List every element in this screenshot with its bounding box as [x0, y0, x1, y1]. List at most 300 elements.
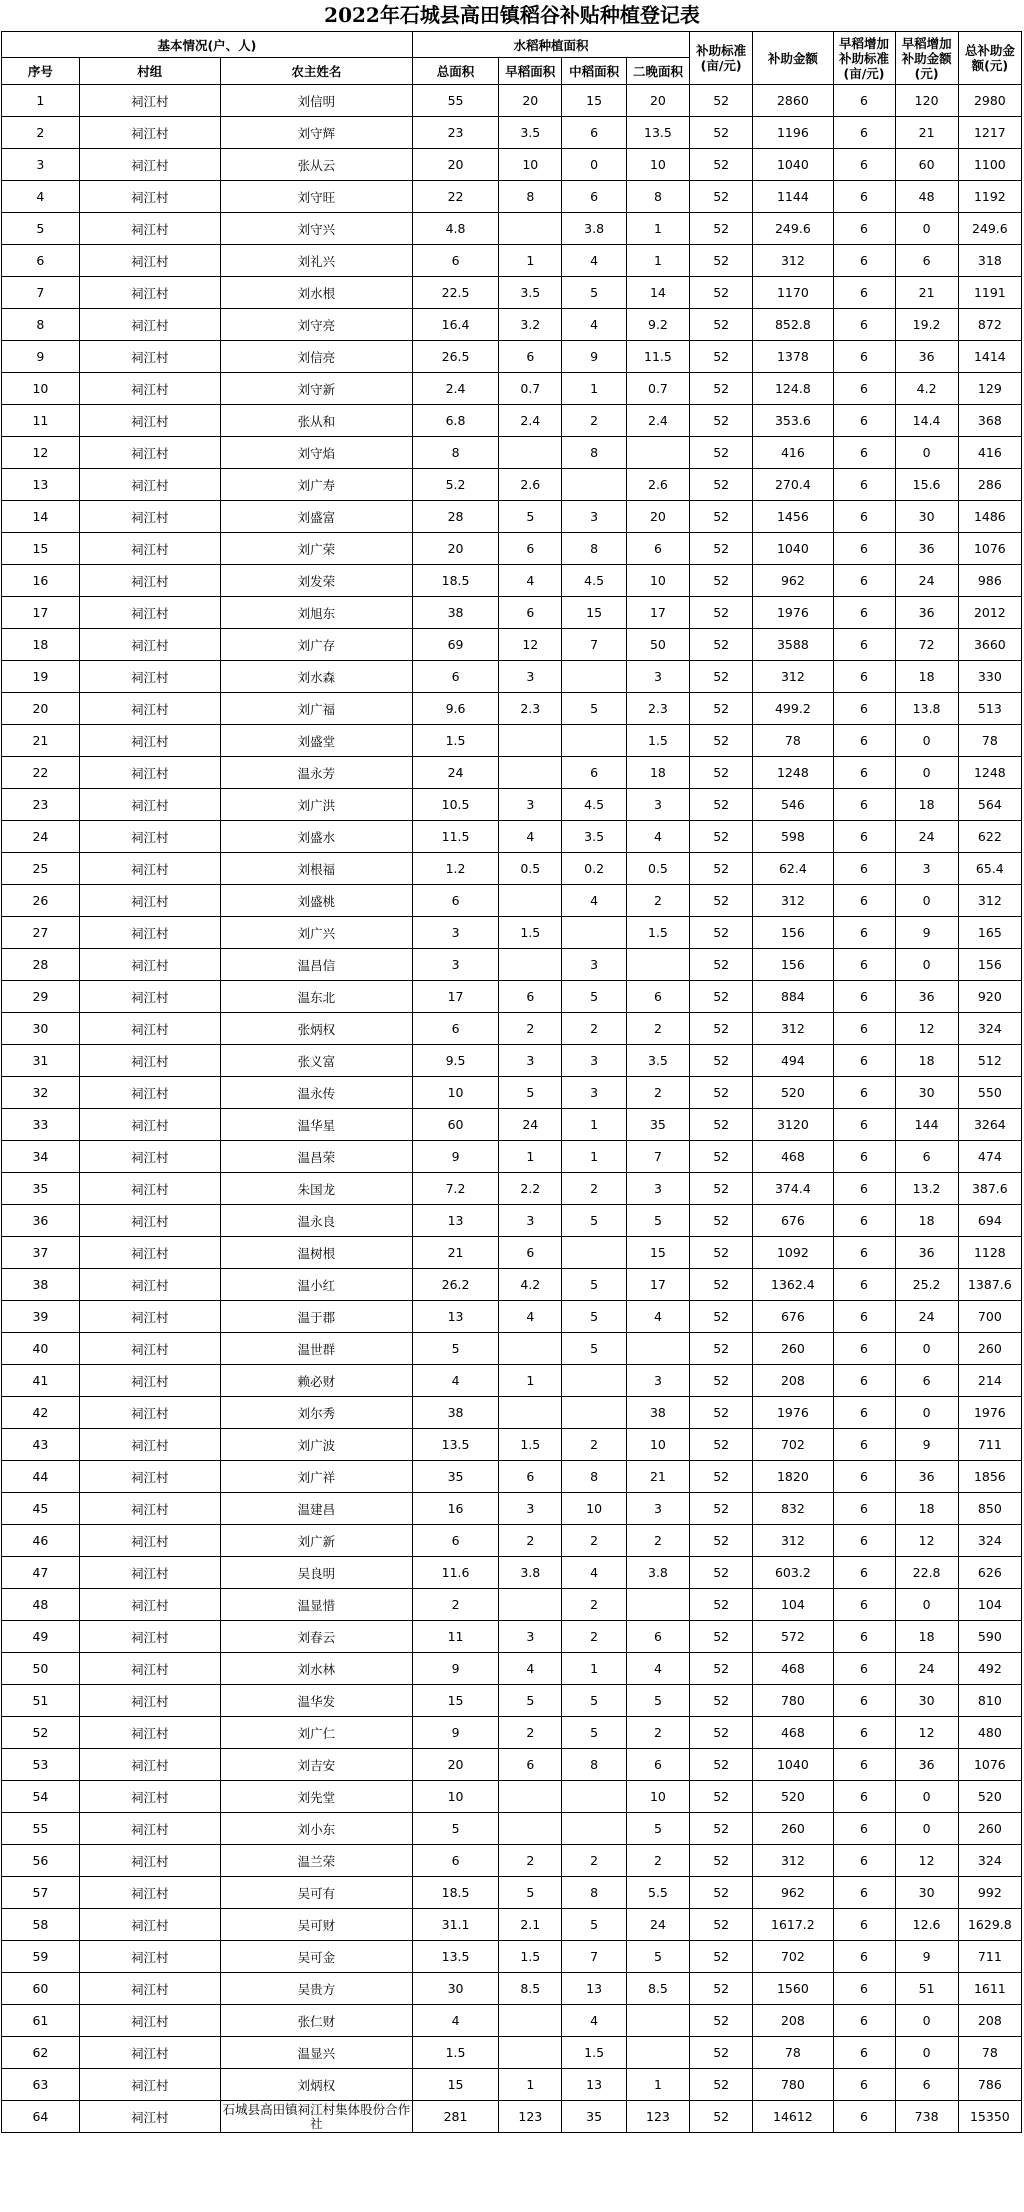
cell-early-area: 3	[499, 1205, 562, 1237]
cell-early-area	[499, 1589, 562, 1621]
cell-subsidy-standard: 52	[690, 917, 753, 949]
cell-early-extra-amount: 24	[895, 821, 958, 853]
cell-farmer: 刘发荣	[220, 565, 412, 597]
cell-subsidy-standard: 52	[690, 1685, 753, 1717]
cell-early-extra-standard: 6	[833, 1557, 895, 1589]
cell-seq: 12	[2, 437, 80, 469]
cell-total-amount: 1076	[958, 533, 1021, 565]
cell-total-area: 9.5	[412, 1045, 498, 1077]
cell-total-amount: 480	[958, 1717, 1021, 1749]
cell-farmer: 刘守旺	[220, 181, 412, 213]
cell-early-extra-amount: 60	[895, 149, 958, 181]
cell-seq: 36	[2, 1205, 80, 1237]
cell-farmer: 刘尔秀	[220, 1397, 412, 1429]
table-row	[2, 1461, 1022, 1493]
cell-early-area	[499, 725, 562, 757]
cell-seq: 5	[2, 213, 80, 245]
cell-subsidy-amount: 312	[753, 1845, 833, 1877]
cell-early-area	[499, 949, 562, 981]
cell-seq: 22	[2, 757, 80, 789]
cell-subsidy-standard: 52	[690, 1013, 753, 1045]
cell-mid-area	[562, 469, 626, 501]
cell-seq: 17	[2, 597, 80, 629]
cell-early-extra-amount: 0	[895, 1397, 958, 1429]
cell-early-extra-amount: 0	[895, 1589, 958, 1621]
cell-seq: 61	[2, 2005, 80, 2037]
cell-subsidy-standard: 52	[690, 661, 753, 693]
cell-late-area: 1	[626, 2069, 689, 2101]
cell-total-area: 28	[412, 501, 498, 533]
cell-early-extra-amount: 36	[895, 597, 958, 629]
cell-late-area: 4	[626, 1301, 689, 1333]
cell-subsidy-standard: 52	[690, 501, 753, 533]
cell-village: 祠江村	[79, 1365, 220, 1397]
cell-subsidy-amount: 780	[753, 2069, 833, 2101]
cell-late-area: 14	[626, 277, 689, 309]
table-row	[2, 821, 1022, 853]
table-row	[2, 629, 1022, 661]
cell-total-amount: 474	[958, 1141, 1021, 1173]
cell-early-extra-amount: 0	[895, 885, 958, 917]
cell-subsidy-amount: 603.2	[753, 1557, 833, 1589]
cell-subsidy-standard: 52	[690, 1621, 753, 1653]
cell-farmer: 刘广洪	[220, 789, 412, 821]
cell-early-extra-standard: 6	[833, 693, 895, 725]
cell-total-amount: 1191	[958, 277, 1021, 309]
cell-early-extra-standard: 6	[833, 2101, 895, 2133]
cell-mid-area: 6	[562, 181, 626, 213]
cell-subsidy-amount: 312	[753, 1013, 833, 1045]
cell-farmer: 吴可有	[220, 1877, 412, 1909]
cell-village: 祠江村	[79, 1685, 220, 1717]
cell-mid-area	[562, 1813, 626, 1845]
cell-total-amount: 1629.8	[958, 1909, 1021, 1941]
cell-total-area: 5	[412, 1813, 498, 1845]
cell-farmer: 赖必财	[220, 1365, 412, 1397]
cell-subsidy-amount: 884	[753, 981, 833, 1013]
cell-farmer: 温于郡	[220, 1301, 412, 1333]
cell-early-area: 6	[499, 1237, 562, 1269]
cell-early-area: 10	[499, 149, 562, 181]
cell-early-area: 1.5	[499, 917, 562, 949]
cell-total-area: 31.1	[412, 1909, 498, 1941]
cell-village: 祠江村	[79, 469, 220, 501]
cell-farmer: 石城县高田镇祠江村集体股份合作社	[220, 2101, 412, 2133]
cell-subsidy-standard: 52	[690, 1109, 753, 1141]
table-row	[2, 373, 1022, 405]
cell-mid-area: 5	[562, 1205, 626, 1237]
table-row	[2, 1653, 1022, 1685]
cell-subsidy-standard: 52	[690, 757, 753, 789]
cell-subsidy-standard: 52	[690, 2101, 753, 2133]
cell-early-extra-standard: 6	[833, 149, 895, 181]
cell-early-area: 2	[499, 1525, 562, 1557]
cell-seq: 24	[2, 821, 80, 853]
cell-subsidy-standard: 52	[690, 85, 753, 117]
cell-total-amount: 1414	[958, 341, 1021, 373]
cell-subsidy-amount: 78	[753, 2037, 833, 2069]
cell-early-area: 3	[499, 789, 562, 821]
cell-total-amount: 324	[958, 1013, 1021, 1045]
cell-early-extra-standard: 6	[833, 1813, 895, 1845]
cell-early-extra-standard: 6	[833, 2069, 895, 2101]
cell-total-area: 3	[412, 917, 498, 949]
cell-total-amount: 1100	[958, 149, 1021, 181]
cell-early-extra-standard: 6	[833, 1173, 895, 1205]
cell-subsidy-amount: 260	[753, 1813, 833, 1845]
cell-total-area: 21	[412, 1237, 498, 1269]
cell-late-area: 4	[626, 821, 689, 853]
cell-late-area: 17	[626, 597, 689, 629]
cell-early-area: 3	[499, 1621, 562, 1653]
cell-farmer: 吴可财	[220, 1909, 412, 1941]
cell-early-extra-standard: 6	[833, 661, 895, 693]
table-row	[2, 245, 1022, 277]
cell-early-extra-amount: 36	[895, 1461, 958, 1493]
cell-early-extra-amount: 120	[895, 85, 958, 117]
cell-subsidy-amount: 1248	[753, 757, 833, 789]
cell-early-extra-amount: 22.8	[895, 1557, 958, 1589]
cell-total-amount: 872	[958, 309, 1021, 341]
cell-early-extra-standard: 6	[833, 245, 895, 277]
cell-early-extra-standard: 6	[833, 501, 895, 533]
cell-village: 祠江村	[79, 117, 220, 149]
cell-subsidy-standard: 52	[690, 469, 753, 501]
cell-early-extra-amount: 24	[895, 1301, 958, 1333]
cell-early-extra-standard: 6	[833, 1653, 895, 1685]
cell-farmer: 刘守辉	[220, 117, 412, 149]
header-total-area: 总面积	[412, 58, 498, 85]
cell-early-area: 2.3	[499, 693, 562, 725]
cell-mid-area: 3	[562, 1045, 626, 1077]
cell-early-area: 1.5	[499, 1429, 562, 1461]
cell-seq: 45	[2, 1493, 80, 1525]
cell-subsidy-amount: 499.2	[753, 693, 833, 725]
cell-subsidy-amount: 312	[753, 661, 833, 693]
cell-early-extra-amount: 18	[895, 661, 958, 693]
table-row	[2, 1045, 1022, 1077]
cell-early-area: 1	[499, 1141, 562, 1173]
table-row	[2, 469, 1022, 501]
cell-mid-area: 5	[562, 981, 626, 1013]
cell-farmer: 张炳权	[220, 1013, 412, 1045]
table-row	[2, 1621, 1022, 1653]
cell-village: 祠江村	[79, 789, 220, 821]
cell-early-extra-standard: 6	[833, 1269, 895, 1301]
cell-early-extra-amount: 72	[895, 629, 958, 661]
cell-seq: 10	[2, 373, 80, 405]
cell-mid-area: 1	[562, 1109, 626, 1141]
cell-early-extra-standard: 6	[833, 213, 895, 245]
header-early-extra-amount: 早稻增加补助金额(元)	[895, 32, 958, 85]
cell-subsidy-standard: 52	[690, 1525, 753, 1557]
cell-village: 祠江村	[79, 1557, 220, 1589]
cell-total-area: 16.4	[412, 309, 498, 341]
cell-early-area: 2.2	[499, 1173, 562, 1205]
cell-early-extra-standard: 6	[833, 1781, 895, 1813]
cell-total-area: 10	[412, 1781, 498, 1813]
cell-early-extra-amount: 30	[895, 1877, 958, 1909]
cell-early-area: 4	[499, 1301, 562, 1333]
cell-farmer: 刘广祥	[220, 1461, 412, 1493]
cell-mid-area: 5	[562, 1717, 626, 1749]
cell-subsidy-standard: 52	[690, 1717, 753, 1749]
header-row-top	[2, 32, 1022, 58]
table-row	[2, 949, 1022, 981]
cell-farmer: 刘春云	[220, 1621, 412, 1653]
cell-early-area: 4.2	[499, 1269, 562, 1301]
cell-subsidy-amount: 124.8	[753, 373, 833, 405]
cell-early-extra-standard: 6	[833, 469, 895, 501]
cell-seq: 9	[2, 341, 80, 373]
cell-early-extra-amount: 48	[895, 181, 958, 213]
cell-early-extra-amount: 0	[895, 725, 958, 757]
cell-total-amount: 249.6	[958, 213, 1021, 245]
cell-early-extra-standard: 6	[833, 181, 895, 213]
cell-early-extra-amount: 0	[895, 213, 958, 245]
header-basic-info: 基本情况(户、人)	[2, 32, 413, 58]
cell-early-area	[499, 213, 562, 245]
cell-subsidy-amount: 249.6	[753, 213, 833, 245]
cell-early-extra-amount: 18	[895, 1621, 958, 1653]
cell-mid-area: 2	[562, 1013, 626, 1045]
cell-subsidy-amount: 3120	[753, 1109, 833, 1141]
cell-total-area: 15	[412, 2069, 498, 2101]
cell-farmer: 刘小东	[220, 1813, 412, 1845]
cell-village: 祠江村	[79, 1301, 220, 1333]
cell-total-amount: 165	[958, 917, 1021, 949]
table-row	[2, 1141, 1022, 1173]
cell-subsidy-standard: 52	[690, 2069, 753, 2101]
cell-mid-area	[562, 917, 626, 949]
cell-early-area: 3.5	[499, 117, 562, 149]
cell-mid-area: 5	[562, 277, 626, 309]
cell-late-area: 6	[626, 981, 689, 1013]
cell-farmer: 温华发	[220, 1685, 412, 1717]
cell-early-area	[499, 437, 562, 469]
cell-mid-area	[562, 1237, 626, 1269]
cell-subsidy-standard: 52	[690, 213, 753, 245]
table-row	[2, 1813, 1022, 1845]
cell-mid-area: 5	[562, 1269, 626, 1301]
cell-village: 祠江村	[79, 437, 220, 469]
cell-early-area: 2	[499, 1845, 562, 1877]
cell-total-area: 7.2	[412, 1173, 498, 1205]
cell-farmer: 刘根福	[220, 853, 412, 885]
cell-farmer: 刘盛富	[220, 501, 412, 533]
cell-subsidy-standard: 52	[690, 117, 753, 149]
cell-early-area: 6	[499, 1749, 562, 1781]
cell-early-area: 8	[499, 181, 562, 213]
cell-total-area: 6	[412, 1013, 498, 1045]
cell-early-extra-amount: 0	[895, 2005, 958, 2037]
cell-village: 祠江村	[79, 149, 220, 181]
cell-late-area: 17	[626, 1269, 689, 1301]
cell-subsidy-amount: 962	[753, 1877, 833, 1909]
cell-late-area: 11.5	[626, 341, 689, 373]
cell-total-area: 26.5	[412, 341, 498, 373]
cell-total-area: 4	[412, 1365, 498, 1397]
cell-subsidy-standard: 52	[690, 1749, 753, 1781]
cell-village: 祠江村	[79, 597, 220, 629]
cell-subsidy-standard: 52	[690, 1909, 753, 1941]
cell-early-extra-amount: 18	[895, 1045, 958, 1077]
cell-seq: 52	[2, 1717, 80, 1749]
cell-subsidy-amount: 270.4	[753, 469, 833, 501]
cell-early-extra-standard: 6	[833, 597, 895, 629]
cell-subsidy-amount: 468	[753, 1653, 833, 1685]
cell-mid-area: 5	[562, 1909, 626, 1941]
cell-early-area: 24	[499, 1109, 562, 1141]
cell-early-extra-standard: 6	[833, 1749, 895, 1781]
cell-total-amount: 286	[958, 469, 1021, 501]
cell-seq: 6	[2, 245, 80, 277]
cell-village: 祠江村	[79, 1173, 220, 1205]
cell-mid-area: 0.2	[562, 853, 626, 885]
cell-subsidy-amount: 598	[753, 821, 833, 853]
cell-late-area: 10	[626, 565, 689, 597]
cell-early-extra-amount: 13.2	[895, 1173, 958, 1205]
cell-subsidy-standard: 52	[690, 981, 753, 1013]
cell-subsidy-amount: 208	[753, 2005, 833, 2037]
cell-farmer: 张仁财	[220, 2005, 412, 2037]
cell-total-amount: 711	[958, 1941, 1021, 1973]
table-row	[2, 309, 1022, 341]
cell-early-extra-standard: 6	[833, 1077, 895, 1109]
cell-subsidy-amount: 572	[753, 1621, 833, 1653]
cell-seq: 3	[2, 149, 80, 181]
cell-late-area: 35	[626, 1109, 689, 1141]
cell-total-amount: 368	[958, 405, 1021, 437]
cell-mid-area	[562, 661, 626, 693]
cell-late-area: 2	[626, 885, 689, 917]
cell-early-extra-amount: 6	[895, 1141, 958, 1173]
cell-mid-area: 3	[562, 949, 626, 981]
cell-farmer: 刘礼兴	[220, 245, 412, 277]
cell-village: 祠江村	[79, 1493, 220, 1525]
cell-farmer: 温小红	[220, 1269, 412, 1301]
cell-mid-area: 4	[562, 1557, 626, 1589]
cell-seq: 25	[2, 853, 80, 885]
cell-mid-area: 15	[562, 85, 626, 117]
cell-early-area: 8.5	[499, 1973, 562, 2005]
cell-seq: 51	[2, 1685, 80, 1717]
cell-subsidy-amount: 1362.4	[753, 1269, 833, 1301]
cell-total-amount: 156	[958, 949, 1021, 981]
cell-early-extra-standard: 6	[833, 2005, 895, 2037]
cell-farmer: 温永传	[220, 1077, 412, 1109]
cell-late-area	[626, 2037, 689, 2069]
cell-seq: 19	[2, 661, 80, 693]
table-row	[2, 2101, 1022, 2133]
cell-seq: 57	[2, 1877, 80, 1909]
cell-subsidy-standard: 52	[690, 1589, 753, 1621]
cell-farmer: 温建昌	[220, 1493, 412, 1525]
cell-early-extra-standard: 6	[833, 1013, 895, 1045]
cell-total-area: 55	[412, 85, 498, 117]
cell-seq: 53	[2, 1749, 80, 1781]
cell-total-area: 1.5	[412, 2037, 498, 2069]
cell-subsidy-amount: 702	[753, 1429, 833, 1461]
cell-mid-area: 4	[562, 245, 626, 277]
cell-subsidy-standard: 52	[690, 181, 753, 213]
cell-late-area: 20	[626, 501, 689, 533]
cell-total-area: 6	[412, 661, 498, 693]
cell-subsidy-amount: 832	[753, 1493, 833, 1525]
cell-seq: 41	[2, 1365, 80, 1397]
cell-seq: 4	[2, 181, 80, 213]
cell-farmer: 刘广新	[220, 1525, 412, 1557]
cell-subsidy-standard: 52	[690, 1397, 753, 1429]
cell-subsidy-amount: 702	[753, 1941, 833, 1973]
cell-early-extra-standard: 6	[833, 277, 895, 309]
cell-total-amount: 312	[958, 885, 1021, 917]
cell-early-extra-standard: 6	[833, 885, 895, 917]
cell-seq: 49	[2, 1621, 80, 1653]
table-row	[2, 1205, 1022, 1237]
cell-mid-area	[562, 1397, 626, 1429]
cell-late-area: 9.2	[626, 309, 689, 341]
cell-total-area: 69	[412, 629, 498, 661]
header-early-extra-standard: 早稻增加补助标准(亩/元)	[833, 32, 895, 85]
cell-subsidy-amount: 353.6	[753, 405, 833, 437]
cell-seq: 30	[2, 1013, 80, 1045]
cell-late-area: 5.5	[626, 1877, 689, 1909]
table-row	[2, 1973, 1022, 2005]
cell-mid-area: 1.5	[562, 2037, 626, 2069]
table-row	[2, 661, 1022, 693]
cell-early-extra-amount: 24	[895, 565, 958, 597]
cell-early-area: 5	[499, 1685, 562, 1717]
cell-early-extra-standard: 6	[833, 1429, 895, 1461]
cell-early-area	[499, 2037, 562, 2069]
cell-early-area: 1	[499, 2069, 562, 2101]
table-row	[2, 1685, 1022, 1717]
table-row	[2, 1269, 1022, 1301]
cell-village: 祠江村	[79, 1717, 220, 1749]
cell-total-amount: 564	[958, 789, 1021, 821]
cell-village: 祠江村	[79, 1333, 220, 1365]
cell-village: 祠江村	[79, 2037, 220, 2069]
cell-early-area: 5	[499, 501, 562, 533]
cell-village: 祠江村	[79, 1621, 220, 1653]
cell-village: 祠江村	[79, 1973, 220, 2005]
cell-early-extra-amount: 12	[895, 1525, 958, 1557]
cell-farmer: 温永芳	[220, 757, 412, 789]
cell-total-area: 11.5	[412, 821, 498, 853]
cell-seq: 13	[2, 469, 80, 501]
cell-subsidy-amount: 1976	[753, 1397, 833, 1429]
cell-farmer: 温显兴	[220, 2037, 412, 2069]
cell-early-extra-standard: 6	[833, 85, 895, 117]
cell-total-area: 10	[412, 1077, 498, 1109]
cell-late-area: 6	[626, 1621, 689, 1653]
cell-subsidy-amount: 1040	[753, 149, 833, 181]
cell-subsidy-amount: 676	[753, 1205, 833, 1237]
cell-subsidy-standard: 52	[690, 597, 753, 629]
cell-total-amount: 711	[958, 1429, 1021, 1461]
cell-village: 祠江村	[79, 853, 220, 885]
cell-subsidy-amount: 520	[753, 1781, 833, 1813]
cell-subsidy-amount: 78	[753, 725, 833, 757]
cell-total-area: 18.5	[412, 565, 498, 597]
cell-seq: 31	[2, 1045, 80, 1077]
cell-early-extra-standard: 6	[833, 1877, 895, 1909]
cell-subsidy-amount: 1617.2	[753, 1909, 833, 1941]
cell-subsidy-standard: 52	[690, 373, 753, 405]
cell-early-extra-standard: 6	[833, 1237, 895, 1269]
cell-subsidy-amount: 2860	[753, 85, 833, 117]
